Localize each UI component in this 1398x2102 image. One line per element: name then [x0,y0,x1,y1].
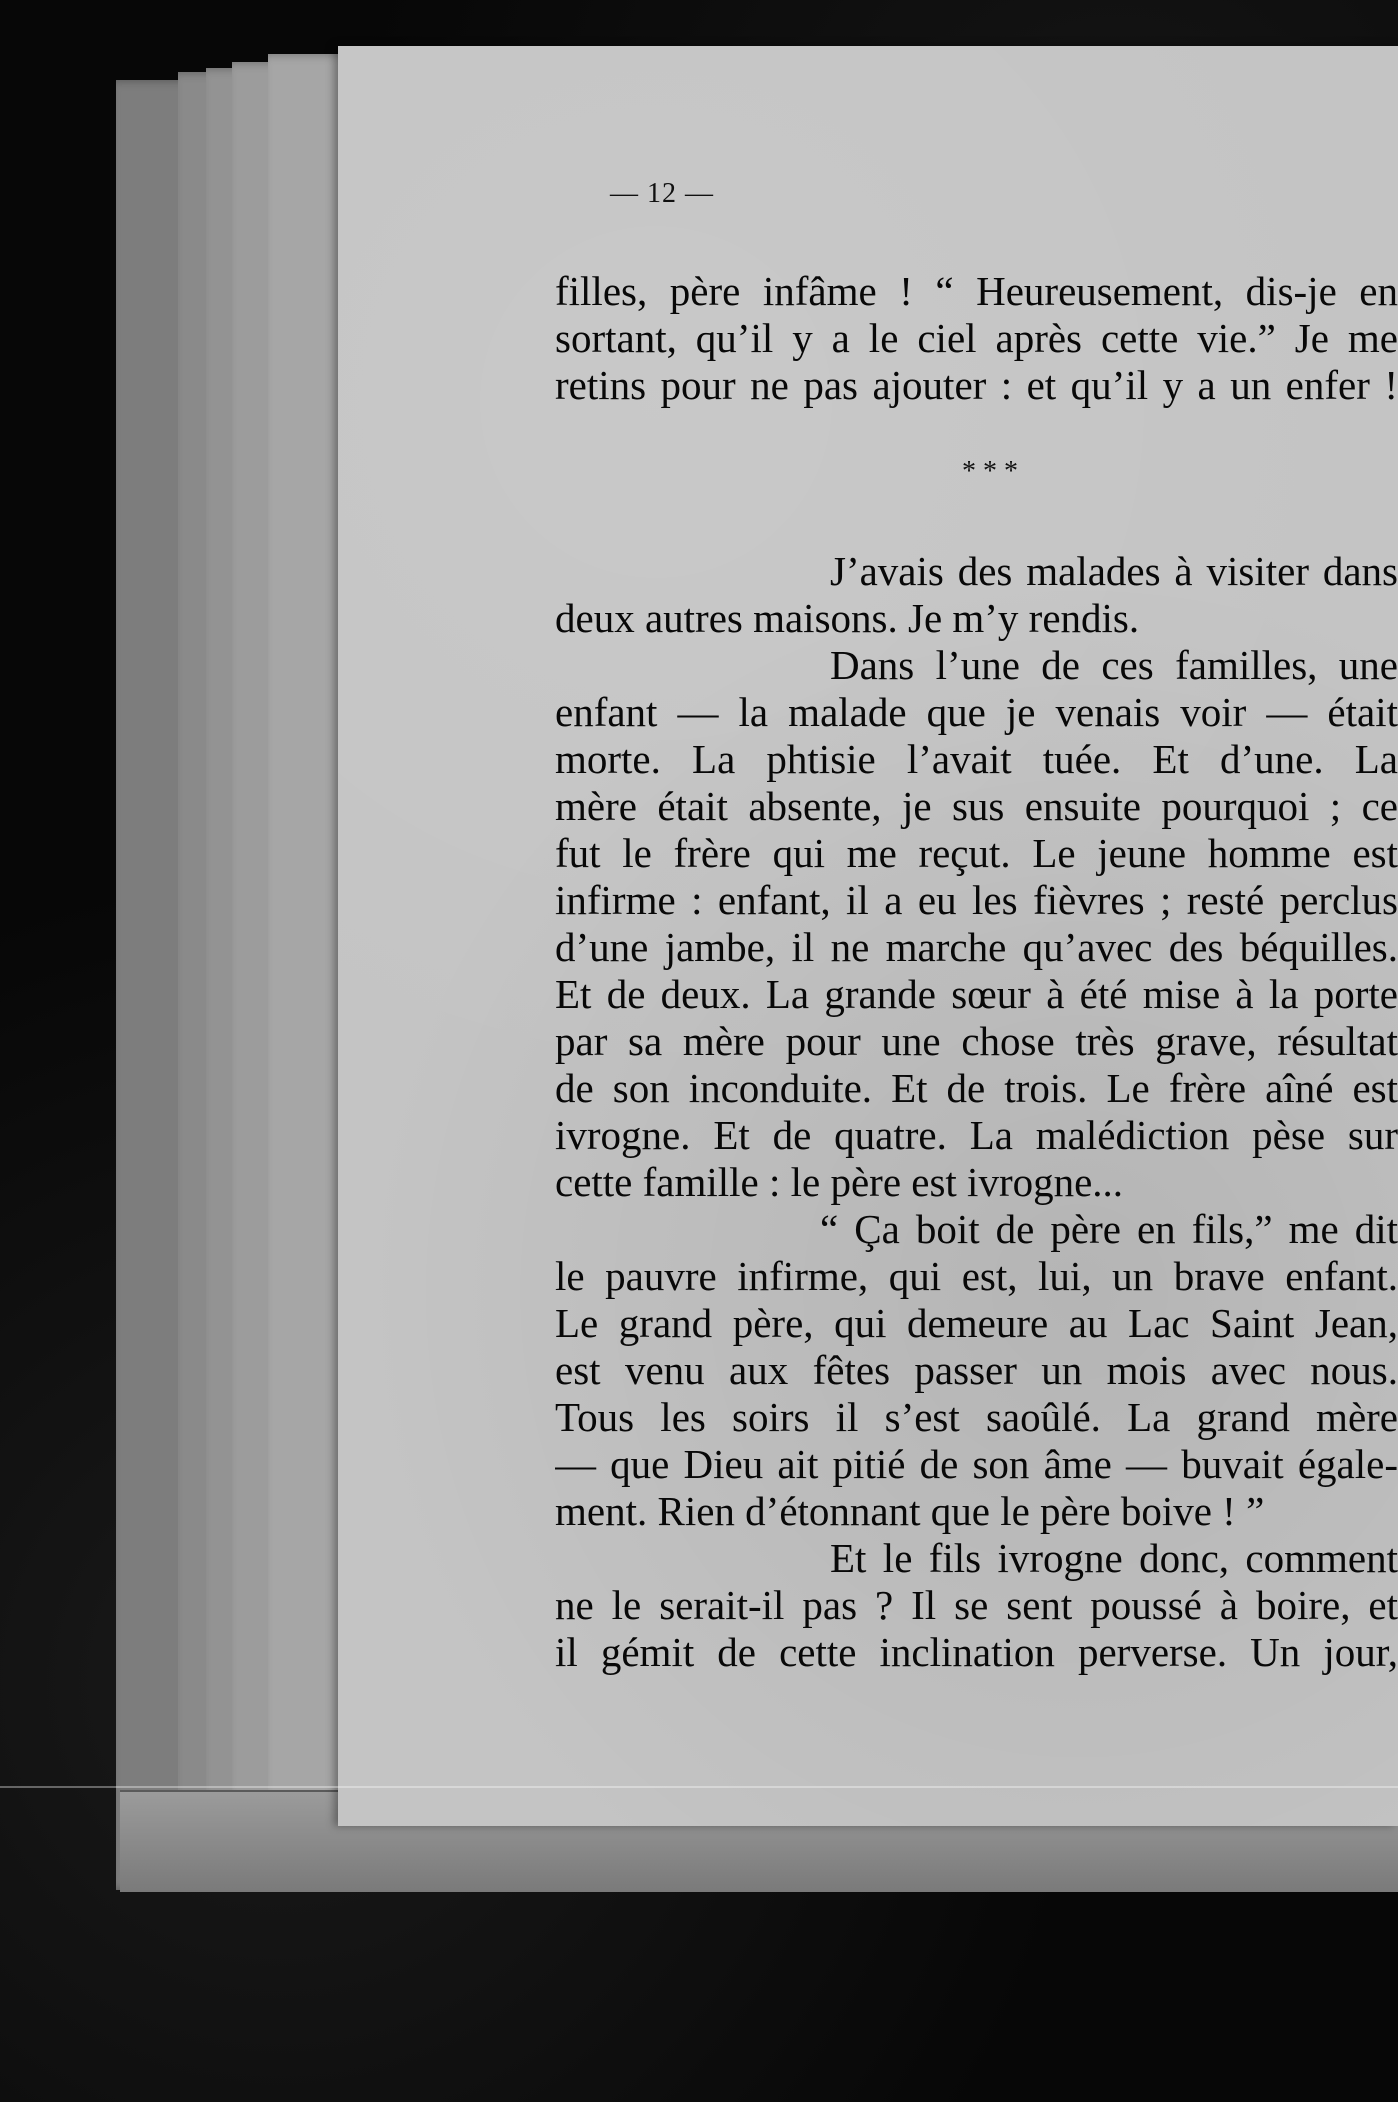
scan-artifact-line [0,1786,1398,1788]
text-line: deux autres maisons. Je m’y rendis. [555,595,1140,641]
text-line: Et le fils ivrogne donc, comment [830,1535,1398,1581]
text-line: Dans l’une de ces familles, une [830,642,1398,688]
text-line: ne le serait-il pas ? Il se sent poussé à boire, et [555,1582,1398,1628]
text-line: J’avais des malades à visiter dans [830,548,1398,594]
text-line: retins pour ne pas ajouter : et qu’il y a un enfer ! [555,362,1398,408]
text-line: infirme : enfant, il a eu les fièvres ; resté perclus [555,877,1398,923]
text-line: d’une jambe, il ne marche qu’avec des béquilles. [555,924,1398,970]
text-line: ivrogne. Et de quatre. La malédiction pèse sur [555,1112,1398,1158]
text-line: fut le frère qui me reçut. Le jeune homme est [555,830,1398,876]
section-ornament [950,456,1030,487]
text-line: cette famille : le père est ivrogne... [555,1159,1124,1205]
text-line: le pauvre infirme, qui est, lui, un brave enfant. [555,1253,1398,1299]
text-line: par sa mère pour une chose très grave, résultat [555,1018,1398,1064]
text-line: sortant, qu’il y a le ciel après cette vie.” Je me [555,315,1398,361]
text-line: Et de deux. La grande sœur à été mise à la porte [555,971,1398,1017]
text-line: — que Dieu ait pitié de son âme — buvait égale- [555,1441,1398,1487]
text-line: ment. Rien d’étonnant que le père boive ! ” [555,1488,1265,1534]
paragraph-top [555,268,1398,409]
text-line: morte. La phtisie l’avait tuée. Et d’une. La [555,736,1398,782]
text-line: filles, père infâme ! “ Heureusement, dis-je en [555,268,1398,314]
text-line: Tous les soirs il s’est saoûlé. La grand mère [555,1394,1398,1440]
text-line: enfant — la malade que je venais voir — était [555,689,1398,735]
text-line: est venu aux fêtes passer un mois avec nous. [555,1347,1398,1393]
page-number: — 12 — [610,178,714,209]
text-line: Le grand père, qui demeure au Lac Saint Jean, [555,1300,1398,1346]
text-line: “ Ça boit de père en fils,” me dit [820,1206,1398,1252]
asterism: * * * [962,456,1018,487]
text-line: mère était absente, je sus ensuite pourquoi ; ce [555,783,1398,829]
text-line: il gémit de cette inclination perverse. Un jour, [555,1629,1398,1675]
text-line: de son inconduite. Et de trois. Le frère aîné est [555,1065,1398,1111]
paragraph-main [555,548,1398,1676]
